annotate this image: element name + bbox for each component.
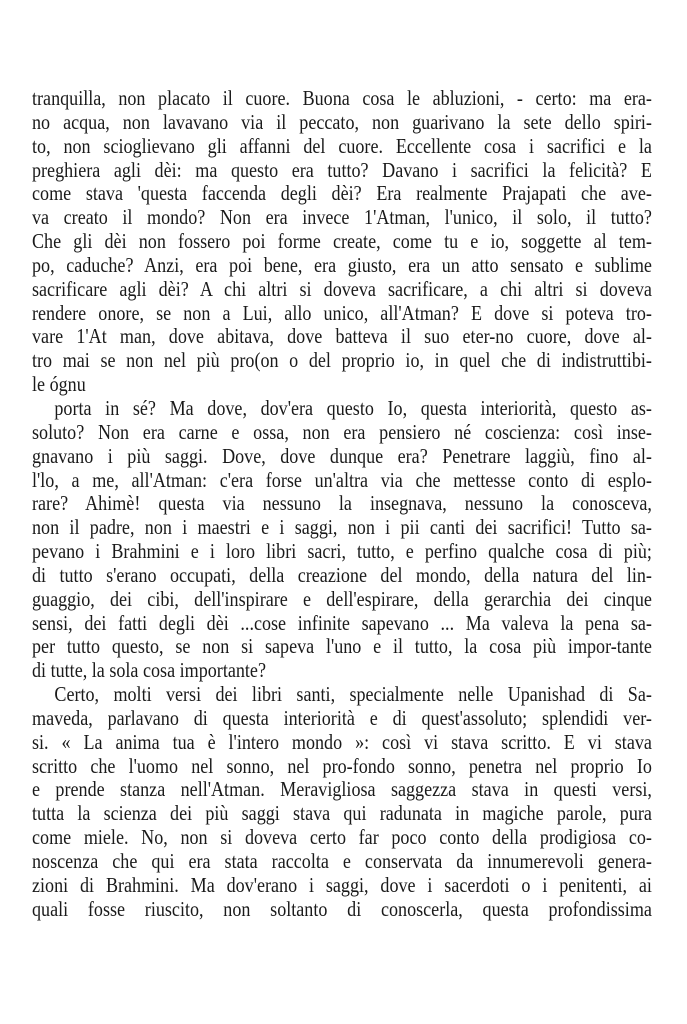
text-line (32, 159, 652, 183)
text-line-content: rare? Ahimè! questa via nessuno la insegnava, nessuno la conosceva, (32, 491, 652, 516)
text-line (32, 564, 652, 588)
text-line (32, 540, 652, 564)
text-line-content: quali fosse riuscito, non soltanto di conoscerla, questa profondissima (32, 896, 652, 921)
text-line (32, 182, 652, 206)
text-line (32, 874, 652, 898)
text-line-content: e prende stanza nell'Atman. Meravigliosa saggezza stava in questi versi, (32, 777, 652, 802)
text-line (32, 707, 652, 731)
text-line-content: si. « La anima tua è l'intero mondo »: così vi stava scritto. E vi stava (32, 729, 652, 754)
text-line (32, 397, 652, 421)
text-line (32, 302, 652, 326)
text-line-content: guaggio, dei cibi, dell'inspirare e dell'espirare, della gerarchia dei cinque (32, 586, 652, 611)
document-page (32, 87, 652, 922)
text-line-content: Che gli dèi non fossero poi forme create, come tu e io, soggette al tem- (32, 229, 652, 254)
text-line (32, 421, 652, 445)
text-line (32, 516, 652, 540)
text-line (32, 635, 652, 659)
text-line-content: le ógnu (32, 372, 86, 397)
text-line-content: gnavano i più saggi. Dove, dove dunque era? Penetrare laggiù, fino al- (32, 443, 652, 468)
text-line-content: per tutto questo, se non si sapeva l'uno e il tutto, la cosa più impor-tante (32, 634, 652, 659)
text-line (32, 469, 652, 493)
text-line-content: tro mai se non nel più pro(on o del proprio io, in quel che di indistruttibi- (32, 348, 652, 373)
text-line-content: rendere onore, se non a Lui, allo unico, all'Atman? E dove si poteva tro- (32, 300, 652, 325)
text-line-content: l'lo, a me, all'Atman: c'era forse un'altra via che mettesse conto di esplo- (32, 467, 652, 492)
text-line (32, 802, 652, 826)
text-line (32, 612, 652, 636)
text-line (32, 111, 652, 135)
text-line-content: no acqua, non lavavano via il peccato, non guarivano la sete dello spiri- (32, 109, 652, 134)
text-line (32, 778, 652, 802)
text-line-content: maveda, parlavano di questa interiorità e di quest'assoluto; splendidi ver- (32, 705, 652, 730)
text-line (32, 826, 652, 850)
text-line (32, 325, 652, 349)
text-line-content: come stava 'questa faccenda degli dèi? Era realmente Prajapati che ave- (32, 181, 652, 206)
text-line-content: vare 1'At man, dove abitava, dove batteva il suo eter-no cuore, dove al- (32, 324, 652, 349)
text-line (32, 87, 652, 111)
text-line (32, 588, 652, 612)
text-line (32, 230, 652, 254)
text-line-content: tranquilla, non placato il cuore. Buona cosa le abluzioni, - certo: ma era- (32, 86, 652, 110)
text-line (32, 349, 652, 373)
text-line-content: preghiera agli dèi: ma questo era tutto? Davano i sacrifici la felicità? E (32, 157, 652, 182)
text-line-content: soluto? Non era carne e ossa, non era pensiero né coscienza: così inse- (32, 419, 652, 444)
text-line (32, 373, 652, 397)
text-line-content: po, caduche? Anzi, era poi bene, era giusto, era un atto sensato e sublime (32, 252, 652, 277)
text-line (32, 659, 652, 683)
text-line (32, 731, 652, 755)
text-line-content: sacrificare agli dèi? A chi altri si doveva sacrificare, a chi altri si doveva (32, 276, 652, 301)
text-line (32, 755, 652, 779)
text-line-content: to, non scioglievano gli affanni del cuore. Eccellente cosa i sacrifici e la (32, 133, 652, 158)
text-line-content: di tutto s'erano occupati, della creazione del mondo, della natura del lin- (32, 562, 652, 587)
text-line-content: pevano i Brahmini e i loro libri sacri, tutto, e perfino qualche cosa di più; (32, 539, 652, 564)
text-line (32, 850, 652, 874)
text-line (32, 445, 652, 469)
text-line (32, 206, 652, 230)
text-line (32, 254, 652, 278)
text-line-content: zioni di Brahmini. Ma dov'erano i saggi, dove i sacerdoti o i penitenti, ai (32, 872, 652, 897)
text-line-content: tutta la scienza dei più saggi stava qui radunata in magiche parole, pura (32, 801, 652, 826)
text-line (32, 135, 652, 159)
text-line (32, 898, 652, 922)
text-line-content: come miele. No, non si doveva certo far poco conto della prodigiosa co- (32, 825, 652, 850)
text-line-content: Certo, molti versi dei libri santi, specialmente nelle Upanishad di Sa- (54, 682, 652, 707)
text-line-content: non il padre, non i maestri e i saggi, non i pii canti dei sacrifici! Tutto sa- (32, 515, 652, 540)
text-line (32, 492, 652, 516)
text-line-content: porta in sé? Ma dove, dov'era questo Io, questa interiorità, questo as- (54, 395, 652, 420)
text-line-content: sensi, dei fatti degli dèi ...cose infinite sapevano ... Ma valeva la pena sa- (32, 610, 652, 635)
text-line-content: di tutte, la sola cosa importante? (32, 658, 266, 683)
text-line (32, 683, 652, 707)
text-line-content: va creato il mondo? Non era invece 1'Atman, l'unico, il solo, il tutto? (32, 205, 652, 230)
text-line-content: noscenza che qui era stata raccolta e conservata da innumerevoli genera- (32, 849, 652, 873)
text-line-content: scritto che l'uomo nel sonno, nel pro-fondo sonno, penetra nel proprio Io (32, 753, 652, 778)
text-line (32, 278, 652, 302)
